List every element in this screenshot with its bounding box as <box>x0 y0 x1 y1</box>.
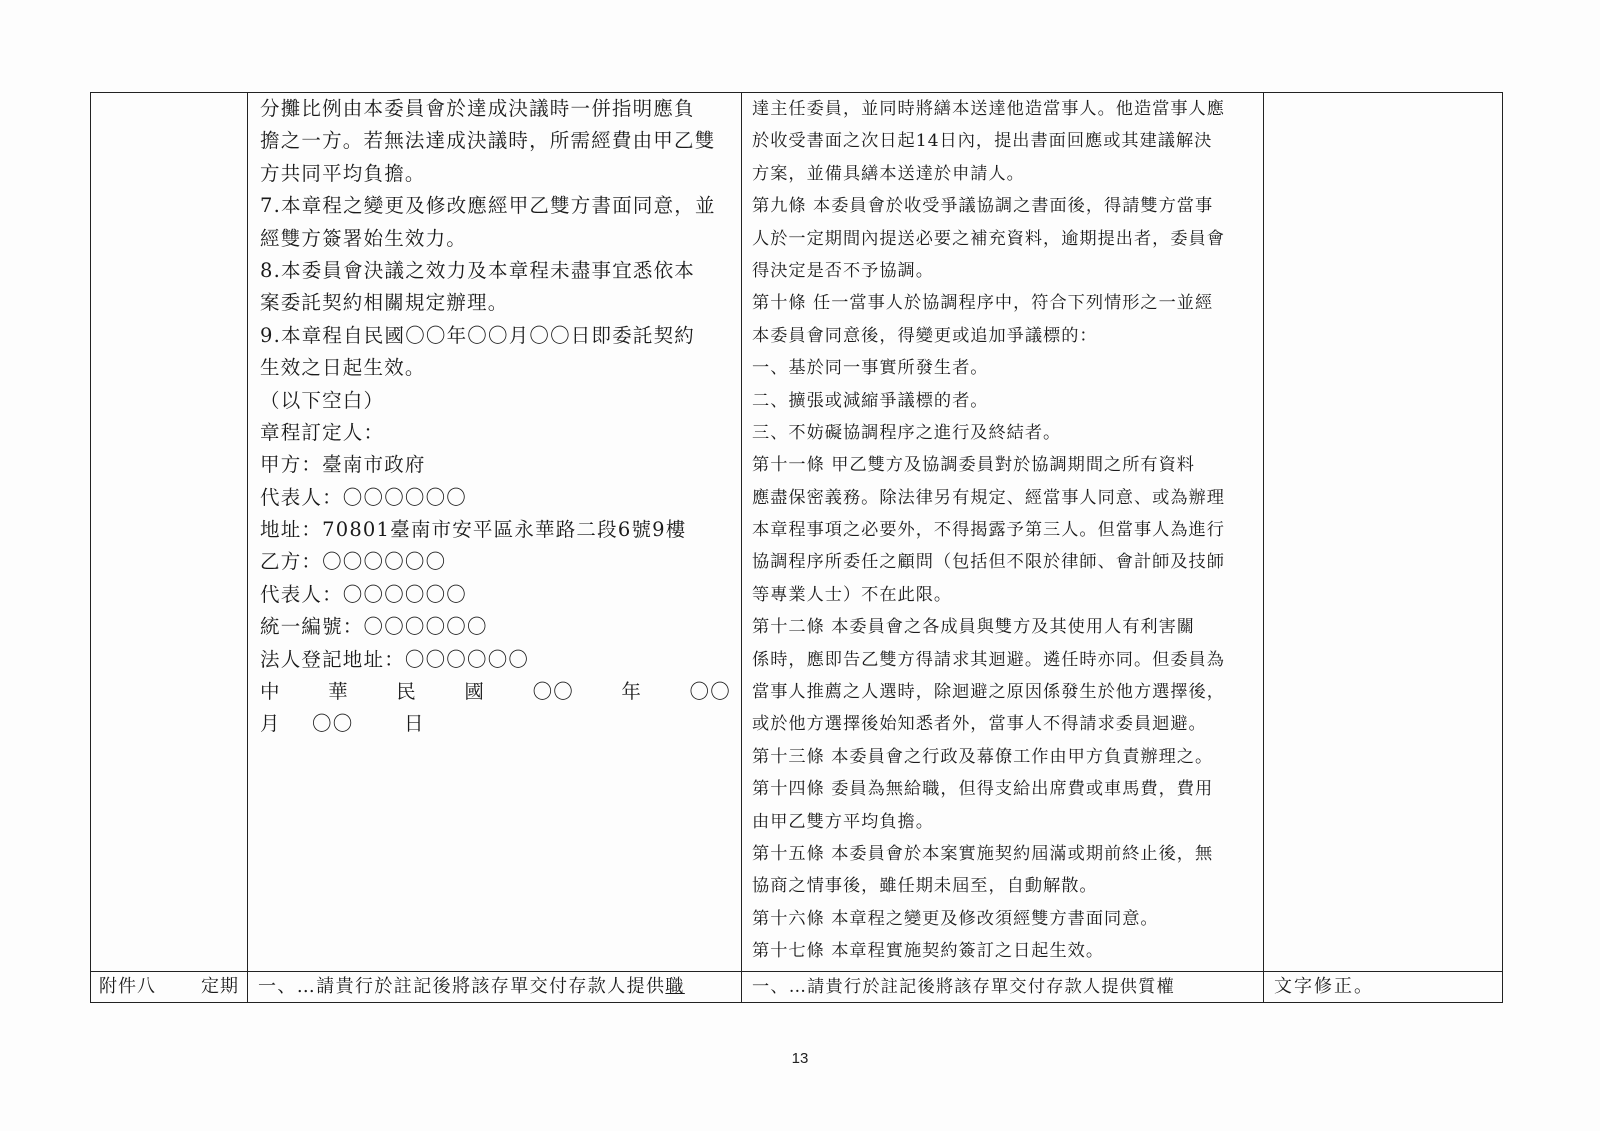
date-part: 中 <box>260 680 281 704</box>
text-line: 第十六條 本章程之變更及修改須經雙方書面同意。 <box>752 908 1159 929</box>
text-line: 地址：70801臺南市安平區永華路二段6號9樓 <box>260 518 687 542</box>
text-line: 方案，並備具繕本送達於申請人。 <box>752 163 1025 184</box>
text-line: 人於一定期間內提送必要之補充資料，逾期提出者，委員會 <box>752 228 1225 249</box>
text-line: 第十一條 甲乙雙方及協調委員對於協調期間之所有資料 <box>752 455 1195 476</box>
attachment-original-text: 一、…請貴行於註記後將該存單交付存款人提供質權 <box>752 977 1175 997</box>
text-line: 第十三條 本委員會之行政及幕僚工作由甲方負責辦理之。 <box>752 746 1214 767</box>
text-line: 二、擴張或減縮爭議標的者。 <box>752 390 989 411</box>
attachment-label: 附件八 <box>99 976 156 997</box>
text-line: 係時，應即告乙雙方得請求其迴避。遴任時亦同。但委員為 <box>752 649 1225 670</box>
text-line: 第九條 本委員會於收受爭議協調之書面後，得請雙方當事 <box>752 196 1214 217</box>
date-part: 日 <box>404 712 425 736</box>
item-cell <box>91 93 248 972</box>
date-line <box>260 708 731 740</box>
text-line: 案委託契約相關規定辦理。 <box>260 291 509 315</box>
original-text-cell <box>742 93 1264 972</box>
text-line: 第十五條 本委員會於本案實施契約屆滿或期前終止後，無 <box>752 843 1214 864</box>
text-line: 經雙方簽署始生效力。 <box>260 226 468 250</box>
attachment-revised-underlined: 職 <box>665 976 685 997</box>
comparison-table <box>90 92 1503 1003</box>
attachment-original-cell <box>742 972 1264 1003</box>
text-line: 方共同平均負擔。 <box>260 161 426 185</box>
content-row <box>91 93 1503 972</box>
text-line: 代表人：〇〇〇〇〇〇 <box>260 485 468 509</box>
text-line: 由甲乙雙方平均負擔。 <box>752 811 934 832</box>
text-line: 當事人推薦之人選時，除迴避之原因係發生於他方選擇後， <box>752 682 1225 703</box>
page-number: 13 <box>791 1050 809 1067</box>
text-line: 協商之情事後，雖任期未屆至，自動解散。 <box>752 876 1098 897</box>
date-part: 國 <box>464 680 486 704</box>
date-part: 月 <box>260 712 281 736</box>
text-line: 章程訂定人： <box>260 420 385 444</box>
attachment-type: 定期 <box>201 976 239 997</box>
date-part: 民 <box>396 680 417 704</box>
text-line: 一、基於同一事實所發生者。 <box>752 358 989 379</box>
text-line: 法人登記地址：〇〇〇〇〇〇 <box>260 647 530 671</box>
text-line: 9.本章程自民國〇〇年〇〇月〇〇日即委託契約 <box>260 323 696 347</box>
text-line: 協調程序所委任之顧問（包括但不限於律師、會計師及技師 <box>752 552 1225 573</box>
date-line <box>260 676 731 708</box>
text-line: 生效之日起生效。 <box>260 356 426 380</box>
text-line: （以下空白） <box>260 388 385 412</box>
text-line: 分攤比例由本委員會於達成決議時一併指明應負 <box>260 97 695 120</box>
text-line: 第十四條 委員為無給職，但得支給出席費或車馬費，費用 <box>752 779 1214 800</box>
attachment-label-cell <box>91 972 248 1003</box>
date-part: 〇〇 <box>312 712 354 736</box>
text-line: 第十條 任一當事人於協調程序中，符合下列情形之一並經 <box>752 293 1214 314</box>
date-part: 年 <box>621 680 643 704</box>
date-part: 〇〇 <box>689 680 731 704</box>
text-line: 或於他方選擇後始知悉者外，當事人不得請求委員迴避。 <box>752 714 1207 735</box>
text-line: 本委員會同意後，得變更或追加爭議標的： <box>752 325 1098 346</box>
attachment-remark-cell <box>1264 972 1503 1003</box>
text-line: 三、不妨礙協調程序之進行及終結者。 <box>752 422 1062 443</box>
text-line: 等專業人士）不在此限。 <box>752 584 953 605</box>
text-line: 乙方：〇〇〇〇〇〇 <box>260 550 447 574</box>
text-line: 統一編號：〇〇〇〇〇〇 <box>260 615 488 639</box>
date-part: 〇〇 <box>532 680 574 704</box>
attachment-remark-text: 文字修正。 <box>1274 976 1374 997</box>
date-part: 華 <box>328 680 349 704</box>
text-line: 8.本委員會決議之效力及本章程未盡事宜悉依本 <box>260 258 696 282</box>
text-line: 於收受書面之次日起14日內，提出書面回應或其建議解決 <box>752 131 1213 152</box>
text-line: 第十七條 本章程實施契約簽訂之日起生效。 <box>752 941 1105 962</box>
attachment-revised-cell <box>248 972 742 1003</box>
text-line: 第十二條 本委員會之各成員與雙方及其使用人有利害關 <box>752 617 1195 638</box>
attachment-row <box>91 972 1503 1003</box>
text-line: 7.本章程之變更及修改應經甲乙雙方書面同意，並 <box>260 194 716 218</box>
text-line: 代表人：〇〇〇〇〇〇 <box>260 582 468 606</box>
revised-text-cell <box>248 93 742 972</box>
text-line: 應盡保密義務。除法律另有規定、經當事人同意、或為辦理 <box>752 487 1225 508</box>
attachment-revised-text: 一、…請貴行於註記後將該存單交付存款人提供 <box>258 976 666 997</box>
remarks-cell <box>1264 93 1503 972</box>
text-line: 達主任委員，並同時將繕本送達他造當事人。他造當事人應 <box>752 99 1225 119</box>
text-line: 擔之一方。若無法達成決議時，所需經費由甲乙雙 <box>260 129 716 153</box>
text-line: 本章程事項之必要外，不得揭露予第三人。但當事人為進行 <box>752 520 1225 541</box>
text-line: 得決定是否不予協調。 <box>752 260 934 281</box>
text-line: 甲方：臺南市政府 <box>260 453 426 477</box>
